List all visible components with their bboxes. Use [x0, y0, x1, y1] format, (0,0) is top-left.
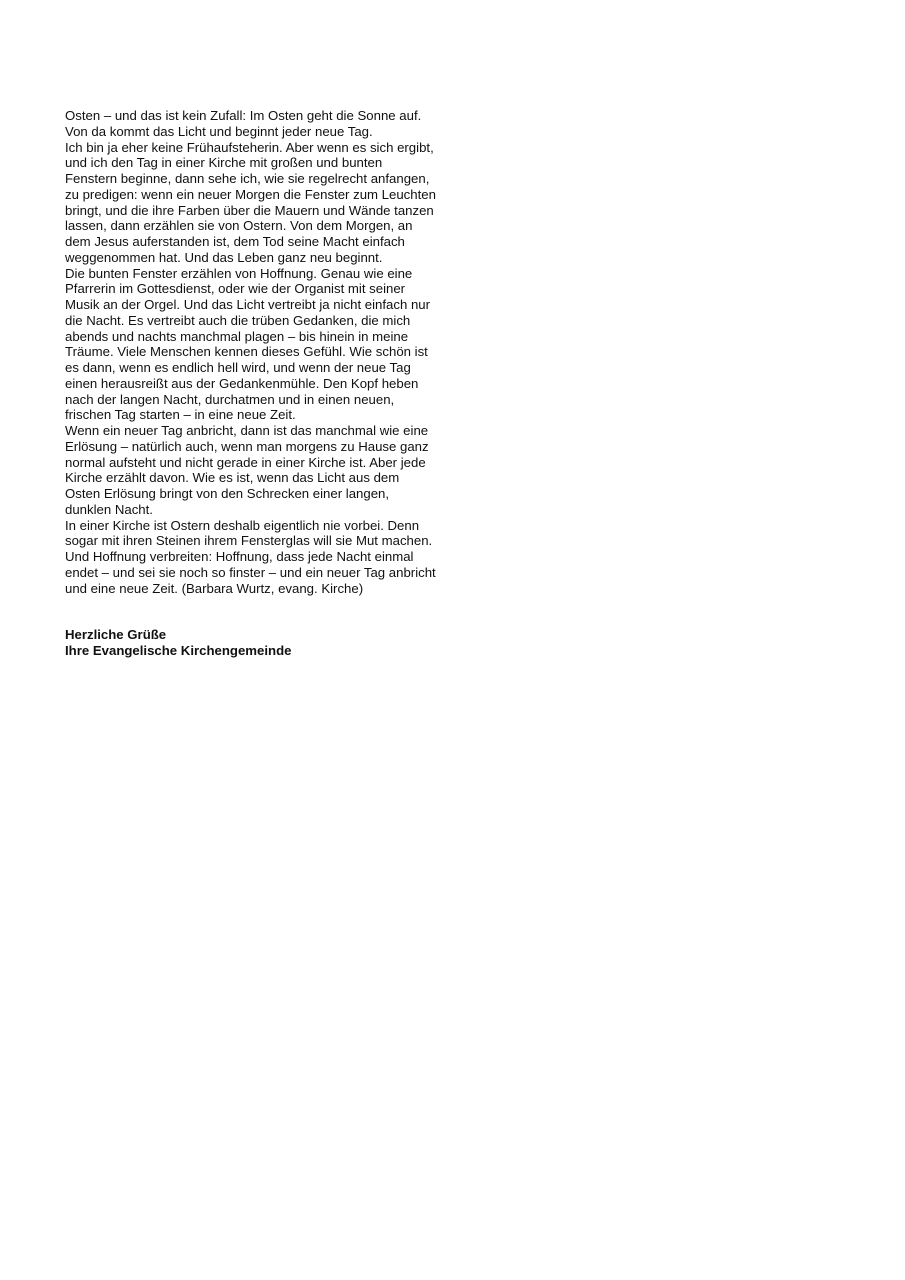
body-line: Pfarrerin im Gottesdienst, oder wie der Organist mit seiner: [65, 281, 406, 297]
body-line: Kirche erzählt davon. Wie es ist, wenn das Licht aus dem: [65, 470, 400, 486]
body-line: Wenn ein neuer Tag anbricht, dann ist das manchmal wie eine: [65, 423, 429, 438]
body-line: weggenommen hat. Und das Leben ganz neu beginnt.: [65, 249, 383, 265]
closing-signature: [65, 627, 465, 659]
body-line: die Nacht. Es vertreibt auch die trüben Gedanken, die mich: [65, 312, 411, 328]
body-line: Träume. Viele Menschen kennen dieses Gefühl. Wie schön ist: [65, 344, 428, 360]
body-line: Die bunten Fenster erzählen von Hoffnung. Genau wie eine: [65, 265, 413, 281]
body-line: es dann, wenn es endlich hell wird, und wenn der neue Tag: [65, 360, 411, 375]
article-body: [65, 108, 465, 596]
body-line: bringt, und die ihre Farben über die Mauern und Wände tanzen: [65, 202, 434, 218]
body-line: abends und nachts manchmal plagen – bis hinein in meine: [65, 328, 409, 344]
body-line: nach der langen Nacht, durchatmen und in einen neuen,: [65, 391, 395, 407]
body-line: frischen Tag starten – in eine neue Zeit.: [65, 407, 296, 423]
closing-greeting: Herzliche Grüße: [65, 627, 167, 642]
body-line: Und Hoffnung verbreiten: Hoffnung, dass jede Nacht einmal: [65, 549, 414, 564]
body-line: Erlösung – natürlich auch, wenn man morgens zu Hause ganz: [65, 438, 429, 454]
body-line: Fenstern beginne, dann sehe ich, wie sie regelrecht anfangen,: [65, 171, 430, 186]
body-line: Ich bin ja eher keine Frühaufsteherin. Aber wenn es sich ergibt,: [65, 139, 434, 155]
body-line: Osten – und das ist kein Zufall: Im Osten geht die Sonne auf.: [65, 108, 422, 123]
body-line: lassen, dann erzählen sie von Ostern. Von dem Morgen, an: [65, 218, 413, 234]
body-line: zu predigen: wenn ein neuer Morgen die Fenster zum Leuchten: [65, 186, 436, 202]
body-line: dunklen Nacht.: [65, 501, 153, 517]
closing-sender: Ihre Evangelische Kirchengemeinde: [65, 643, 292, 658]
body-line: In einer Kirche ist Ostern deshalb eigentlich nie vorbei. Denn: [65, 517, 420, 533]
body-line: normal aufsteht und nicht gerade in einer Kirche ist. Aber jede: [65, 454, 426, 470]
body-line: Von da kommt das Licht und beginnt jeder neue Tag.: [65, 123, 373, 139]
body-line: Osten Erlösung bringt von den Schrecken einer langen,: [65, 486, 390, 501]
body-line: einen herausreißt aus der Gedankenmühle. Den Kopf heben: [65, 375, 419, 391]
body-line: und eine neue Zeit. (Barbara Wurtz, evang. Kirche): [65, 580, 364, 596]
body-line: und ich den Tag in einer Kirche mit großen und bunten: [65, 155, 383, 171]
body-line: Musik an der Orgel. Und das Licht vertreibt ja nicht einfach nur: [65, 297, 431, 312]
body-line: dem Jesus auferstanden ist, dem Tod seine Macht einfach: [65, 234, 405, 249]
body-line: sogar mit ihren Steinen ihrem Fensterglas will sie Mut machen.: [65, 533, 433, 549]
body-line: endet – und sei sie noch so finster – und ein neuer Tag anbricht: [65, 564, 436, 580]
